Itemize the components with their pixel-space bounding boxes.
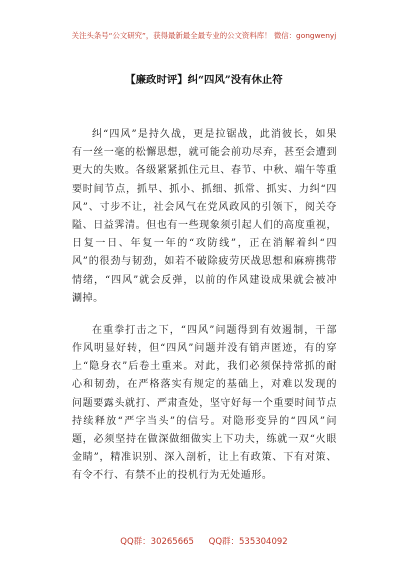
text-line: 题，必须坚持在做深做细做实上下功夫，练就一双“火眼 (72, 434, 337, 445)
article-body (72, 126, 337, 486)
text-line: 要时间节点，抓早、抓小、抓细、抓常、抓实、力纠“四 (72, 183, 337, 195)
text-line: 上“隐身衣”后卷土重来。对此，我们必须保持常抓的耐 (72, 361, 337, 373)
text-line: 问题要露头就打、严肃查处，坚守好每一个重要时间节点 (72, 397, 337, 409)
text-line: 风”、寸步不让，社会风气在党风政风的引领下，阅关夺 (72, 201, 337, 213)
text-line: 金睛”，精准识别、深入剖析，让上有政策、下有对策、 (72, 452, 337, 464)
text-line: 风”的很劲与韧劲，如若不破除疲劳厌战思想和麻痹携带 (72, 256, 337, 268)
qq-group-1: QQ群：30265665 (120, 537, 194, 547)
text-line: 有一丝一毫的松懈思想，就可能会前功尽弃，甚至会遭到 (72, 147, 337, 159)
header-note: 关注头条号“公文研究”，获得最新最全最专业的公文资料库！ 微信：gongwenyj (71, 31, 337, 40)
page-title: 【廉政时评】纠“四风”没有休止符 (125, 74, 283, 86)
qq-group-2: QQ群：535304092 (208, 537, 288, 547)
text-line: 心和韧劲，在严格落实有规定的基础上，对难以发现的 (72, 379, 337, 391)
paragraph (72, 126, 337, 308)
text-line: 持续释放“严字当头”的信号。对隐形变异的“四风”问 (72, 415, 337, 427)
text-line: 隘、日益霁清。但也有一些现象须引起人们的高度重视， (72, 219, 337, 231)
text-line: 日复一日、年复一年的“攻防线”，正在消解着纠“四 (72, 238, 337, 250)
text-line: 更大的失败。各级紧紧抓住元旦、春节、中秋、端午等重 (72, 165, 337, 177)
text-line: 在重拳打击之下，“四风”问题得到有效遏制，干部 (92, 324, 337, 336)
text-line: 涮掉。 (72, 292, 104, 304)
footer (0, 535, 408, 547)
paragraph (72, 322, 337, 486)
text-line: 有令不行、有禁不止的投机行为无处遁形。 (72, 470, 273, 482)
text-line: 情绪，“四风”就会反弹，以前的作风建设成果就会被冲 (72, 274, 337, 286)
text-line: 作风明显好转，但“四风”问题并没有销声匿迹，有的穿 (72, 343, 337, 355)
text-line: 纠“四风”是持久战，更是拉锯战，此消彼长，如果 (92, 129, 337, 140)
